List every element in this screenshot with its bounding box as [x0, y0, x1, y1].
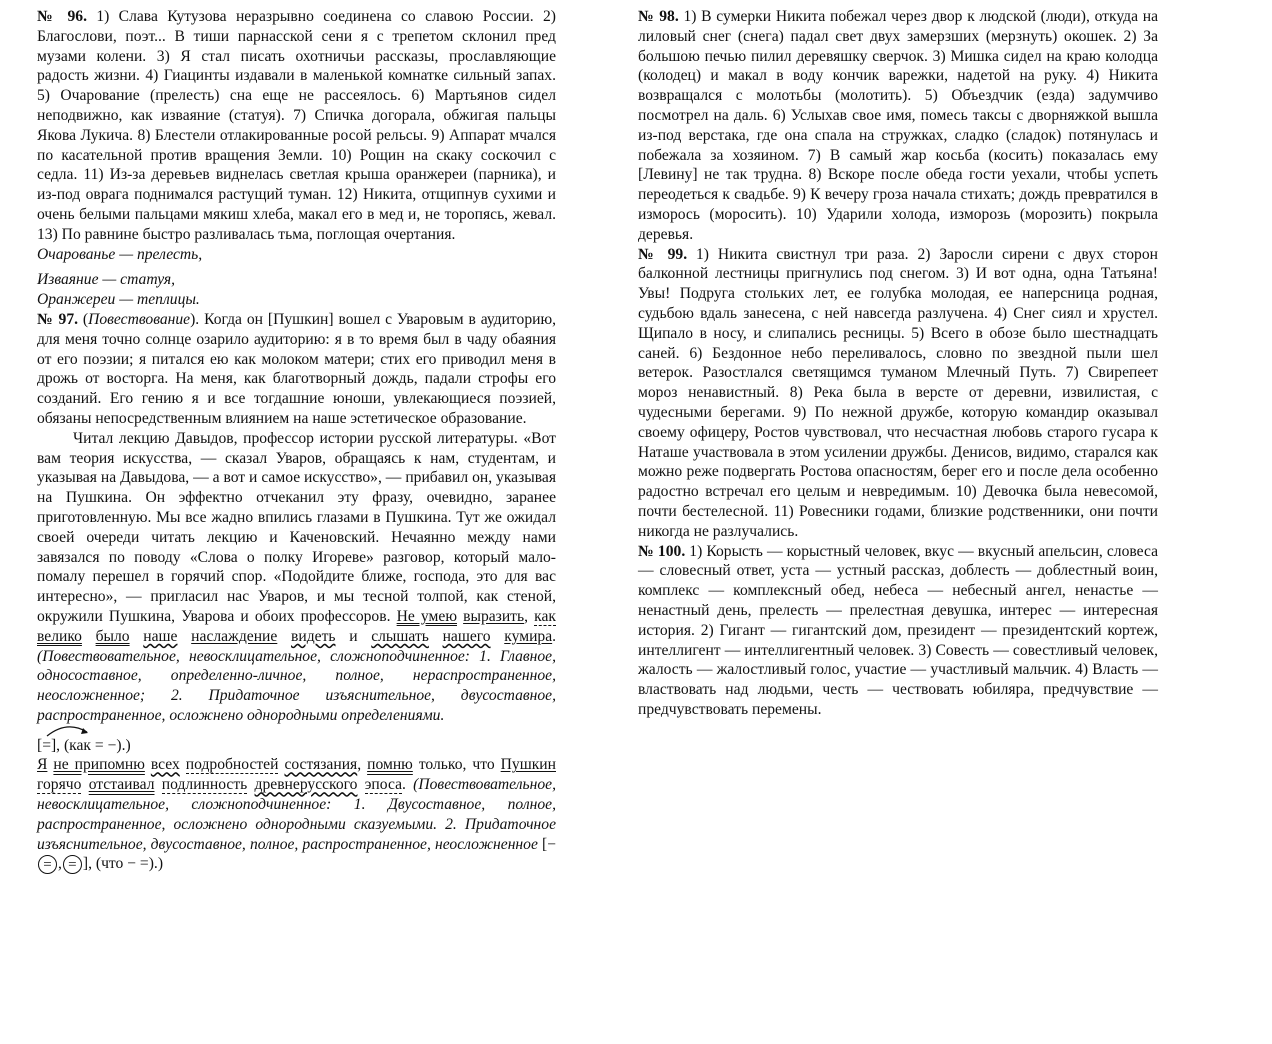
sentence2-word-7: только, что [418, 756, 495, 774]
sentence1-scheme-text: [=], (как = −).) [37, 736, 131, 754]
right-column [638, 7, 1158, 720]
circle-symbol-2: = [63, 855, 82, 874]
exercise-96-text: 1) Слава Кутузова неразрывно соединена со славою России. 2) Благослови, поэт... В тиши парнасской сени я с трепетом склонил пред музами колени. 3) Я стал писать охотничьи рассказы, прославляющие радость жизни. 4) Гиацинты издавали в маленькой комнатке сильный запах. 5) Очарование (прелесть) сна еще не рассеялось. 6) Мартьянов сидел неподвижно, как изваяние (статуя). 7) Спичка догорала, обжигая пальцы Якова Лукича. 8) Блестели отлакированные росой рельсы. 9) Аппарат мчался по касательной против вращения Земли. 10) Рощин на скаку соскочил с седла. 11) Из-за деревьев виднелась светлая крыша оранжереи (парника), и из-под оврага поднимался растущий туман. 12) Никита, отщипнув сухими и очень белыми пальцами мякиш хлеба, макал его в мед и, не торопясь, жевал. 13) По равнине быстро разливалась тьма, поглощая очертания. [37, 8, 557, 243]
exercise-98-text: 1) В сумерки Никита побежал через двор к людской (люди), откуда на лиловый снег (снега) падал свет двух замерзших (мерзнуть) окошек. 2) За большою печью пилил деревяшку сверчок. 3) Мишка сидел на краю колодца (колодец) и макал в воду кончик варежки, надетой на руку. 4) Никита возвращался с молотьбы (молотить). 5) Объездчик (езда) задумчиво посмотрел на даль. 6) Услыхав свое имя, помесь таксы с дворняжкой вышла из-под верстака, где она спала на стружках, сладко (сладок) потянулась и побежала за хозяином. 7) В самый жар косьба (косить) показалась ему [Левину] не так трудна. 8) Вскоре после обеда гости уехали, чтобы успеть переодеться к свадьбе. 9) К вечеру гроза начала стихать; дождь превратился в изморось (моросить). 10) Ударили холода, изморозь (морозить) покрыла деревья. [638, 8, 1158, 243]
exercise-100-text: 1) Корысть — корыстный человек, вкус — вкусный апельсин, словеса — словесный ответ, уста — устный рассказ, доблесть — доблестный воин, комплекс — комплексный обед, небеса — небесный ангел, ненастье — ненастный день, прелесть — прелестная девушка, интерес — интересная история. 2) Гигант — гигантский дом, президент — президентский кортеж, интеллигент — интеллигентный человек. 3) Совесть — совестливый человек, жалость — жалостливый голос, участие — участливый мальчик. 4) Власть — властвовать над людьми, честь — чествовать юбиляра, предчувствие — предчувствовать перемены. [638, 542, 1158, 718]
sentence1-word-6: наше [143, 627, 178, 645]
sentence2-word-6: помню [367, 756, 413, 774]
sentence2-word-8: Пушкин [500, 756, 556, 774]
sentence2-word-11: подлинность [161, 776, 248, 794]
exercise-97-text: ). Когда он [Пушкин] вошел с Уваровым в аудиторию, для меня точно солнце озарило аудиторию: я в то время был в чаду обаяния от его поэзии; я питался ею как молоком матери; стих его приводил меня в дрожь от восторга. На меня, как благотворный дождь, падали строфы его созданий. Его гению я и все тогдашние юноши, увлекающиеся поэзией, обязаны непосредственным влиянием на наше эстетическое образование. [37, 310, 557, 427]
exercise-97-paren: ( [78, 310, 89, 328]
sentence2-word-10: отстаивал [88, 776, 155, 794]
sentence1-word-12: кумира [504, 627, 553, 645]
exercise-97-para2-text: Читал лекцию Давыдов, профессор истории русской литературы. «Вот вам теория искусства, — сказал Уваров, обращаясь к нам, студентам, и указывая на Давыдова, — а вот и самое искусство», — прибавил он, указывая на Пушкина. Он эффектно отчеканил эту фразу, очевидно, заранее приготовленную. Мы все жадно впились глазами в Пушкина. Тут же ожидал своей очереди читать лекцию и Каченовский. Нечаянно между нами завязался по поводу «Слова о полку Игореве» разговор, который мало-помалу перешел в горячий спор. «Подойдите ближе, господа, это для вас интересно», — пригласил нас Уваров, и мы тесной толпой, как стеной, окружили Пушкина, Уварова и обоих профессоров. [37, 429, 556, 625]
scheme-arrow-icon [43, 722, 103, 738]
circle-symbol-1: = [38, 855, 57, 874]
sentence1-word-4: велико [37, 627, 82, 645]
sentence1-subject: наслаждение [191, 627, 278, 645]
exercise-99-text: 1) Никита свистнул три раза. 2) Заросли сирени с двух сторон балконной лестницы пригнулись под снегом. 3) И вот одна, одна Татьяна! Увы! Подруга стольких лет, ее голубка молодая, ее наперсница родная, судьбою вдаль занесена, с ней навсегда разлучена. 4) Снег сиял и хрустел. Щипало в носу, и слипались ресницы. 5) Всего в обозе было шестнадцать саней. 6) Бездонное небо переливалось, словно по звездной пыли шел ветерок. Разостлался светящимся туманом Млечный Путь. 7) Свирепеет мороз ненавистный. 8) Река была в версте от деревни, извилистая, с чудесными берегами. 9) По нежной дружбе, которую командир оказывал своему офицеру, Ростов чувствовал, что несчастная любовь старого гусара к Наташе участвовала в этом усилении дружбы. Денисов, видимо, старался как можно реже подвергать Ростова опасностям, берег его и после дела особенно радостно встречал его целым и невредимым. 10) Девочка была невесомой, почти бестелесной. 11) Ровесники годами, близкие родственники, они почти никогда не разлучались. [638, 245, 1158, 540]
exercise-97 [37, 310, 556, 429]
left-column [37, 7, 556, 874]
sentence2-scheme-b: ], [82, 855, 92, 873]
exercise-96 [37, 7, 556, 245]
sentence2-word-1: Я [37, 756, 48, 774]
sentence1-analysis: (Повествовательное, невосклицательное, сложноподчиненное: 1. Главное, односоставное, определенно-личное, полное, нераспространенное, неосложненное; 2. Придаточное изъяснительное, двусоставное, распространенное, осложнено однородными определениями. [37, 647, 556, 724]
sentence1-word-3: как [534, 607, 556, 625]
sentence1-word-11: нашего [442, 627, 491, 645]
sentence2-word-2: не припомню [53, 756, 145, 774]
sentence1-scheme [37, 726, 556, 756]
sentence2-analysis: (Повествовательное, невосклицательное, сложноподчиненное: 1. Двусоставное, полное, распространенное, осложнено однородными сказуемыми. 2. Придаточное изъяснительное, двусоставное, полное, распространенное, неосложненное [37, 776, 556, 853]
exercise-100 [638, 542, 1158, 720]
exercise-100-number: № 100. [638, 542, 686, 560]
sentence2-word-12: древнерусского [254, 776, 358, 794]
sentence1-word-8: видеть [291, 627, 336, 645]
sentence2-word-5: состязания [284, 756, 358, 774]
exercise-96-note-3: Оранжереи — теплицы. [37, 291, 200, 309]
sentence2-word-13: эпоса [364, 776, 402, 794]
sentence2-scheme-a: [− [537, 835, 556, 853]
exercise-99 [638, 245, 1158, 542]
sentence1-word-10: слышать [371, 627, 429, 645]
exercise-99-number: № 99. [638, 245, 688, 263]
sentence2-word-9: горячо [37, 776, 82, 794]
sentence-2: Я не припомню всех подробностей состязания, помню только, что Пушкин горячо отстаивал подлинность древнерусского эпоса. (Повествовательное, невосклицательное, сложноподчиненное: 1. Двусоставное, полное, распространенное, осложнено однородными сказуемыми. 2. Придаточное изъяснительное, двусоставное, полное, распространенное, неосложненное [− = , = ], (что − =).) [37, 756, 556, 874]
exercise-98 [638, 7, 1158, 245]
sentence1-word-5: было [95, 627, 130, 645]
exercise-96-note-2: Изваяние — статуя, [37, 271, 176, 289]
exercise-97-type: Повествование [88, 310, 191, 328]
exercise-96-note-1: Очарованье — прелесть, [37, 245, 203, 263]
sentence1-word-9: и [349, 627, 358, 645]
sentence1-object: выразить [463, 607, 525, 625]
exercise-97-paragraph-2: Читал лекцию Давыдов, профессор истории русской литературы. «Вот вам теория искусства, — сказал Уваров, обращаясь к нам, студентам, и указывая на Давыдова, — а вот и самое искусство», — прибавил он, указывая на Пушкина. Он эффектно отчеканил эту фразу, очевидно, заранее приготовленную. Мы все жадно впились глазами в Пушкина. Тут же ожидал своей очереди читать лекцию и Каченовский. Нечаянно между нами завязался по поводу «Слова о полку Игореве» разговор, который мало-помалу перешел в горячий спор. «Подойдите ближе, господа, это для вас интересно», — пригласил нас Уваров, и мы тесной толпой, как стеной, окружили Пушкина, Уварова и обоих профессоров. Не умею выразить, как велико было наше наслаждение видеть и слышать нашего кумира. (Повествовательное, невосклицательное, сложноподчиненное: 1. Главное, односоставное, определенно-личное, полное, нераспространенное, неосложненное; 2. Придаточное изъяснительное, двусоставное, распространенное, осложнено однородными определениями. [37, 429, 557, 724]
exercise-96-number: № 96. [37, 8, 87, 25]
sentence1-predicate: Не умею [396, 607, 457, 625]
sentence2-word-3: всех [150, 756, 180, 774]
sentence2-scheme-c: (что − =).) [92, 855, 164, 873]
exercise-98-number: № 98. [638, 8, 679, 25]
exercise-97-number: № 97. [37, 310, 79, 328]
sentence2-word-4: подробностей [185, 756, 279, 774]
